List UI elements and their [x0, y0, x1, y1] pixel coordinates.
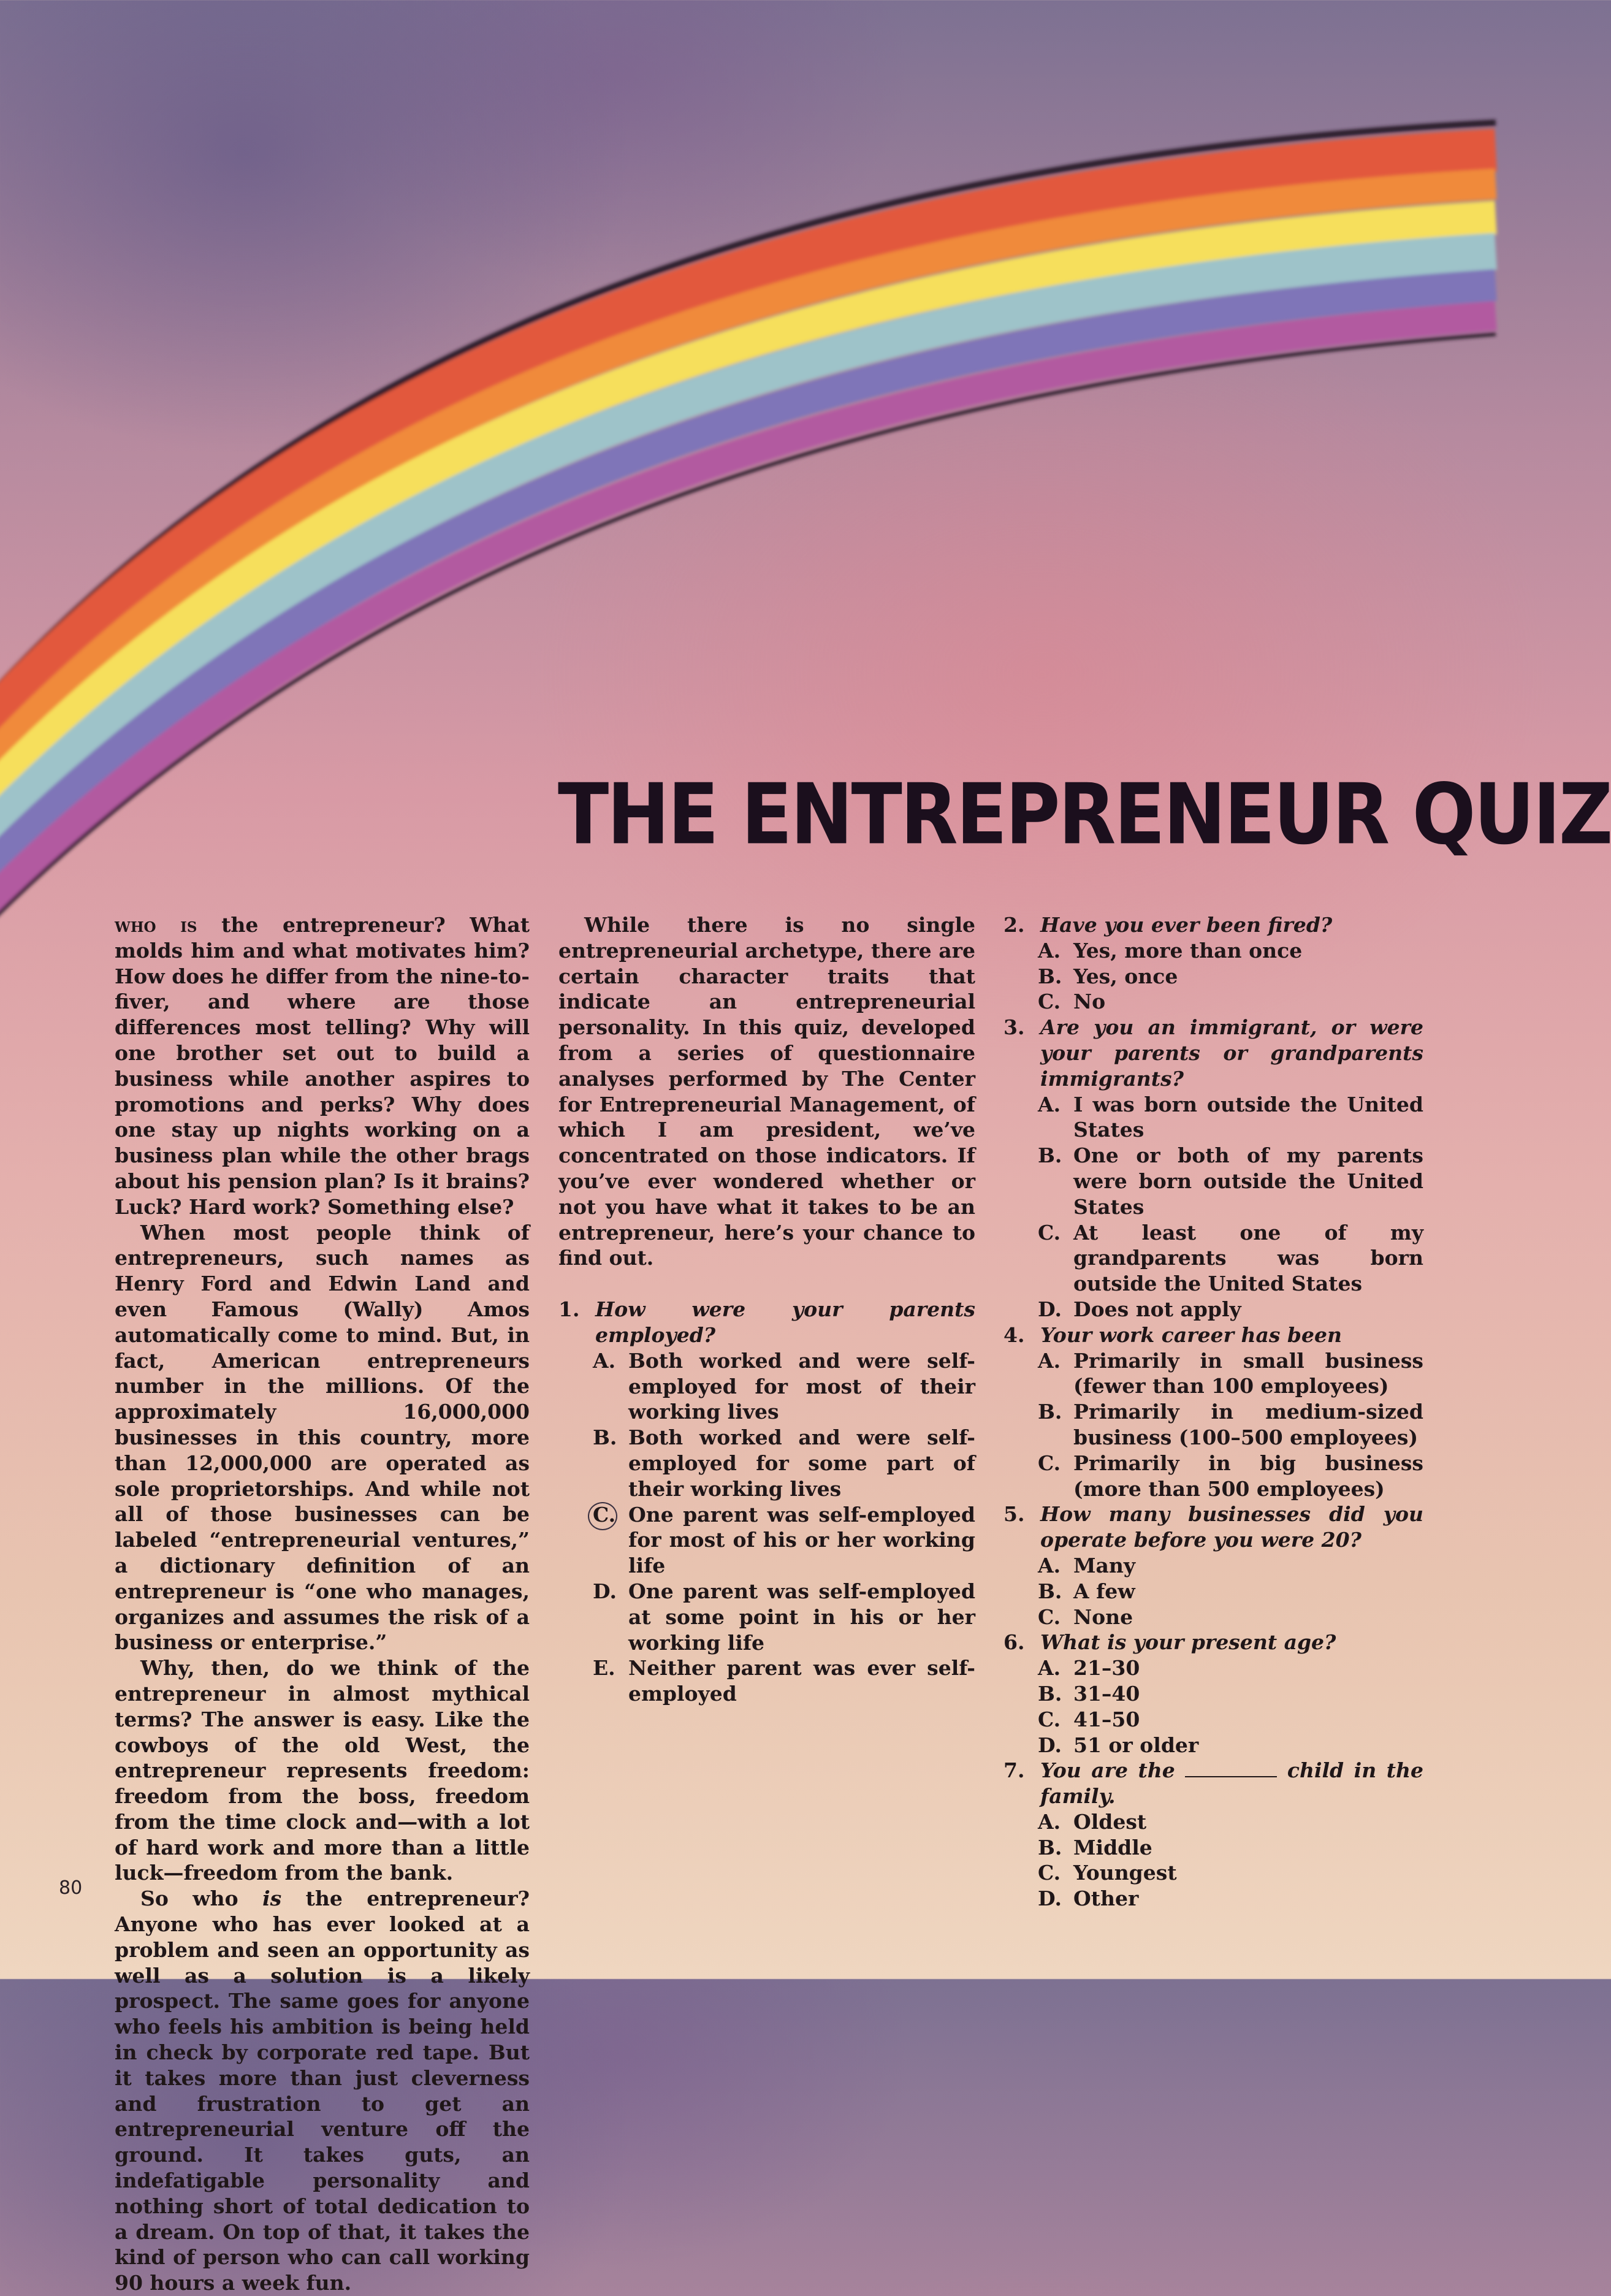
quiz-option[interactable]: A. Primarily in small business (fewer than 100 employees)	[1038, 1348, 1423, 1398]
page-number: 80	[59, 1877, 83, 1899]
quiz-option-selected[interactable]: C. One parent was self-employed for most of his or her working life	[593, 1502, 975, 1578]
quiz-option[interactable]: A. Yes, more than once	[1038, 938, 1303, 963]
quiz-option[interactable]: C. None	[1038, 1604, 1133, 1629]
quiz-option[interactable]: C. 41–50	[1038, 1707, 1140, 1731]
article-paragraph-3: Why, then, do we think of the entrepreneur in almost mythical terms? The answer is easy. Like the cowboys of the old West, the entrepreneur represents freedom: freedom from the boss, freedom from the time clock and—with a lot of hard work and more than a little luck—freedom from the bank.	[115, 1656, 530, 1885]
quiz-question-2: 2. Have you ever been fired?	[1004, 913, 1333, 937]
fill-in-blank[interactable]	[1185, 1776, 1277, 1777]
quiz-option[interactable]: D. Does not apply	[1038, 1297, 1241, 1321]
quiz-option[interactable]: A. 21–30	[1038, 1656, 1140, 1680]
quiz-question-6: 6. What is your present age?	[1004, 1630, 1336, 1655]
circled-answer-mark: C.	[593, 1502, 628, 1579]
lead-in: who is	[115, 913, 197, 937]
quiz-option[interactable]: A. Oldest	[1038, 1809, 1147, 1834]
quiz-option[interactable]: A. I was born outside the United States	[1038, 1092, 1423, 1142]
quiz-question-3: 3. Are you an immigrant, or were your parents or grandparents immigrants?	[1004, 1015, 1423, 1091]
article-column-2	[558, 912, 975, 1707]
quiz-option[interactable]: D. 51 or older	[1038, 1733, 1199, 1757]
quiz-option[interactable]: C. Primarily in big business (more than 500 employees)	[1038, 1451, 1423, 1501]
quiz-question-4: 4. Your work career has been	[1004, 1322, 1342, 1347]
quiz-option[interactable]: C. No	[1038, 990, 1106, 1014]
quiz-option[interactable]: E. Neither parent was ever self-employed	[593, 1656, 975, 1706]
quiz-column-3	[1004, 912, 1423, 1912]
article-column-1	[115, 912, 530, 2296]
quiz-question-7: 7. You are the child in the family.	[1004, 1758, 1423, 1809]
quiz-option[interactable]: A. Many	[1038, 1553, 1136, 1577]
quiz-option[interactable]: D. Other	[1038, 1886, 1139, 1911]
quiz-option[interactable]: B. Middle	[1038, 1835, 1152, 1859]
article-paragraph-1: who is the entrepreneur? What molds him and what motivates him? How does he differ from the nine-to-fiver, and where are those differences most telling? Why will one brother set out to build a business while another aspires to promotions and perks? Why does one stay up nights working on a business plan while the other brags about his pension plan? Is it brains? Luck? Hard work? Something else?	[115, 913, 530, 1219]
rainbow-illustration	[0, 0, 1611, 1042]
quiz-option[interactable]: B. Yes, once	[1038, 964, 1178, 988]
quiz-option[interactable]: B. 31–40	[1038, 1681, 1140, 1706]
quiz-option[interactable]: B. A few	[1038, 1579, 1135, 1603]
quiz-question-5: 5. How many businesses did you operate before you were 20?	[1004, 1502, 1423, 1552]
article-paragraph-4: So who is the entrepreneur? Anyone who has ever looked at a problem and seen an opportunity as well as a solution is a likely prospect. The same goes for anyone who feels his ambition is being held in check by corporate red tape. But it takes more than just cleverness and frustration to get an entrepreneurial venture off the ground. It takes guts, an indefatigable personality and nothing short of total dedication to a dream. On top of that, it takes the kind of person who can call working 90 hours a week fun.	[115, 1886, 530, 2295]
quiz-option[interactable]: B. One or both of my parents were born outside the United States	[1038, 1143, 1423, 1219]
quiz-option[interactable]: C. Youngest	[1038, 1861, 1177, 1885]
page-title: THE ENTREPRENEUR QUIZ	[558, 765, 1611, 863]
quiz-question-1: 1. How were your parents employed?	[558, 1297, 975, 1347]
quiz-option[interactable]: A. Both worked and were self-employed for most of their working lives	[593, 1348, 975, 1424]
quiz-option[interactable]: D. One parent was self-employed at some point in his or her working life	[593, 1579, 975, 1655]
article-paragraph-5: While there is no single entrepreneurial archetype, there are certain character traits that indicate an entrepreneurial personality. In this quiz, developed from a series of questionnaire analyses performed by The Center for Entrepreneurial Management, of which I am president, we’ve concentrated on those indicators. If you’ve ever wondered whether or not you have what it takes to be an entrepreneur, here’s your chance to find out.	[558, 913, 975, 1270]
quiz-option[interactable]: C. At least one of my grandparents was born outside the United States	[1038, 1220, 1423, 1296]
quiz-option[interactable]: B. Both worked and were self-employed for some part of their working lives	[593, 1425, 975, 1501]
quiz-option[interactable]: B. Primarily in medium-sized business (100–500 employees)	[1038, 1400, 1423, 1449]
article-paragraph-2: When most people think of entrepreneurs, such names as Henry Ford and Edwin Land and even Famous (Wally) Amos automatically come to mind. But, in fact, American entrepreneurs number in the millions. Of the approximately 16,000,000 businesses in this country, more than 12,000,000 are operated as sole proprietorships. And while not all of those businesses can be labeled “entrepreneurial ventures,” a dictionary definition of an entrepreneur is “one who manages, organizes and assumes the risk of a business or enterprise.”	[115, 1220, 530, 1655]
